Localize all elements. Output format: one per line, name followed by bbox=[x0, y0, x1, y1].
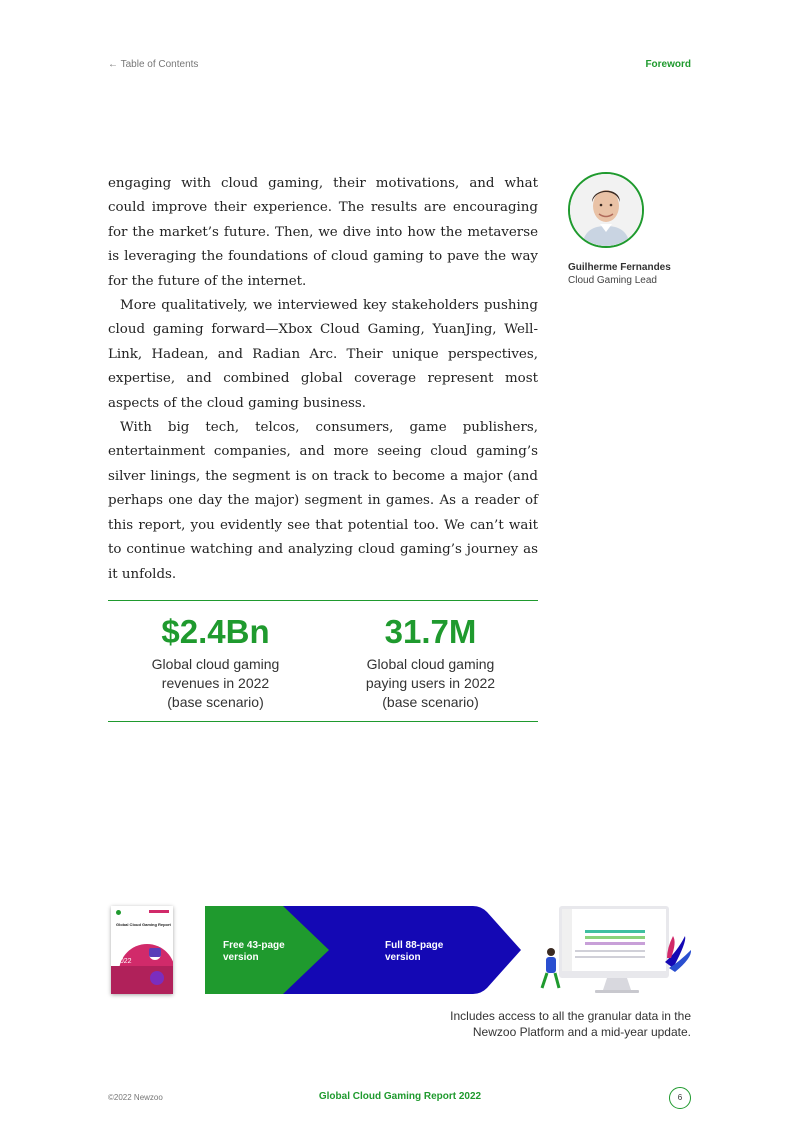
paragraph: engaging with cloud gaming, their motivations, and what could improve their experience. The results are encouraging for the market’s future. Then, we dive into how the metaverse is leveraging the foundations of cloud gaming to pave the way for the future of the internet. bbox=[108, 176, 538, 289]
cover-year: 2022 bbox=[116, 958, 132, 965]
platform-illustration bbox=[537, 902, 692, 997]
section-label: Foreword bbox=[645, 59, 691, 70]
newzoo-logo-icon bbox=[116, 910, 121, 915]
cover-title: Global Cloud Gaming Report bbox=[116, 922, 171, 927]
stat-paying-users bbox=[323, 601, 538, 721]
full-version-label: Full 88-page version bbox=[385, 940, 444, 963]
stat-value: $2.4Bn bbox=[161, 613, 270, 650]
report-title: Global Cloud Gaming Report 2022 bbox=[318, 1091, 482, 1102]
free-version-label: Free 43-page version bbox=[223, 940, 285, 963]
portrait-image bbox=[570, 174, 642, 246]
author-card bbox=[568, 172, 708, 286]
stat-revenue bbox=[108, 601, 323, 721]
key-stats bbox=[108, 600, 538, 722]
body-text bbox=[108, 172, 538, 587]
author-name: Guilherme Fernandes bbox=[568, 262, 671, 273]
page-number: 6 bbox=[669, 1087, 691, 1109]
paragraph: With big tech, telcos, consumers, game publishers, entertainment companies, and more seeing cloud gaming’s silver linings, the segment is on track to become a major (and perhaps one day the major) segment in games. As a reader of this report, you evidently see that potential too. We can’t wait to continue watching and analyzing cloud gaming’s journey as it unfolds. bbox=[108, 420, 538, 582]
brand-mark bbox=[149, 910, 169, 913]
stat-caption: Global cloud gaming revenues in 2022 (base scenario) bbox=[151, 656, 280, 710]
avatar bbox=[568, 172, 644, 248]
cover-art-icon bbox=[111, 944, 173, 994]
paragraph: More qualitatively, we interviewed key stakeholders pushing cloud gaming forward—Xbox Cloud Gaming, YuanJing, Well-Link, Hadean, and Radian Arc. Their unique perspectives, expertise, and combined global coverage represent most aspects of the cloud gaming business. bbox=[108, 298, 538, 411]
table-of-contents-link[interactable]: ← Table of Contents bbox=[108, 59, 199, 70]
copyright: ©2022 Newzoo bbox=[108, 1093, 163, 1102]
platform-note: Includes access to all the granular data in the Newzoo Platform and a mid-year update. bbox=[450, 1009, 691, 1039]
report-cover-thumbnail bbox=[111, 906, 173, 994]
stat-value: 31.7M bbox=[384, 613, 477, 650]
stat-caption: Global cloud gaming paying users in 2022 (base scenario) bbox=[365, 656, 496, 710]
author-role: Cloud Gaming Lead bbox=[568, 275, 657, 286]
